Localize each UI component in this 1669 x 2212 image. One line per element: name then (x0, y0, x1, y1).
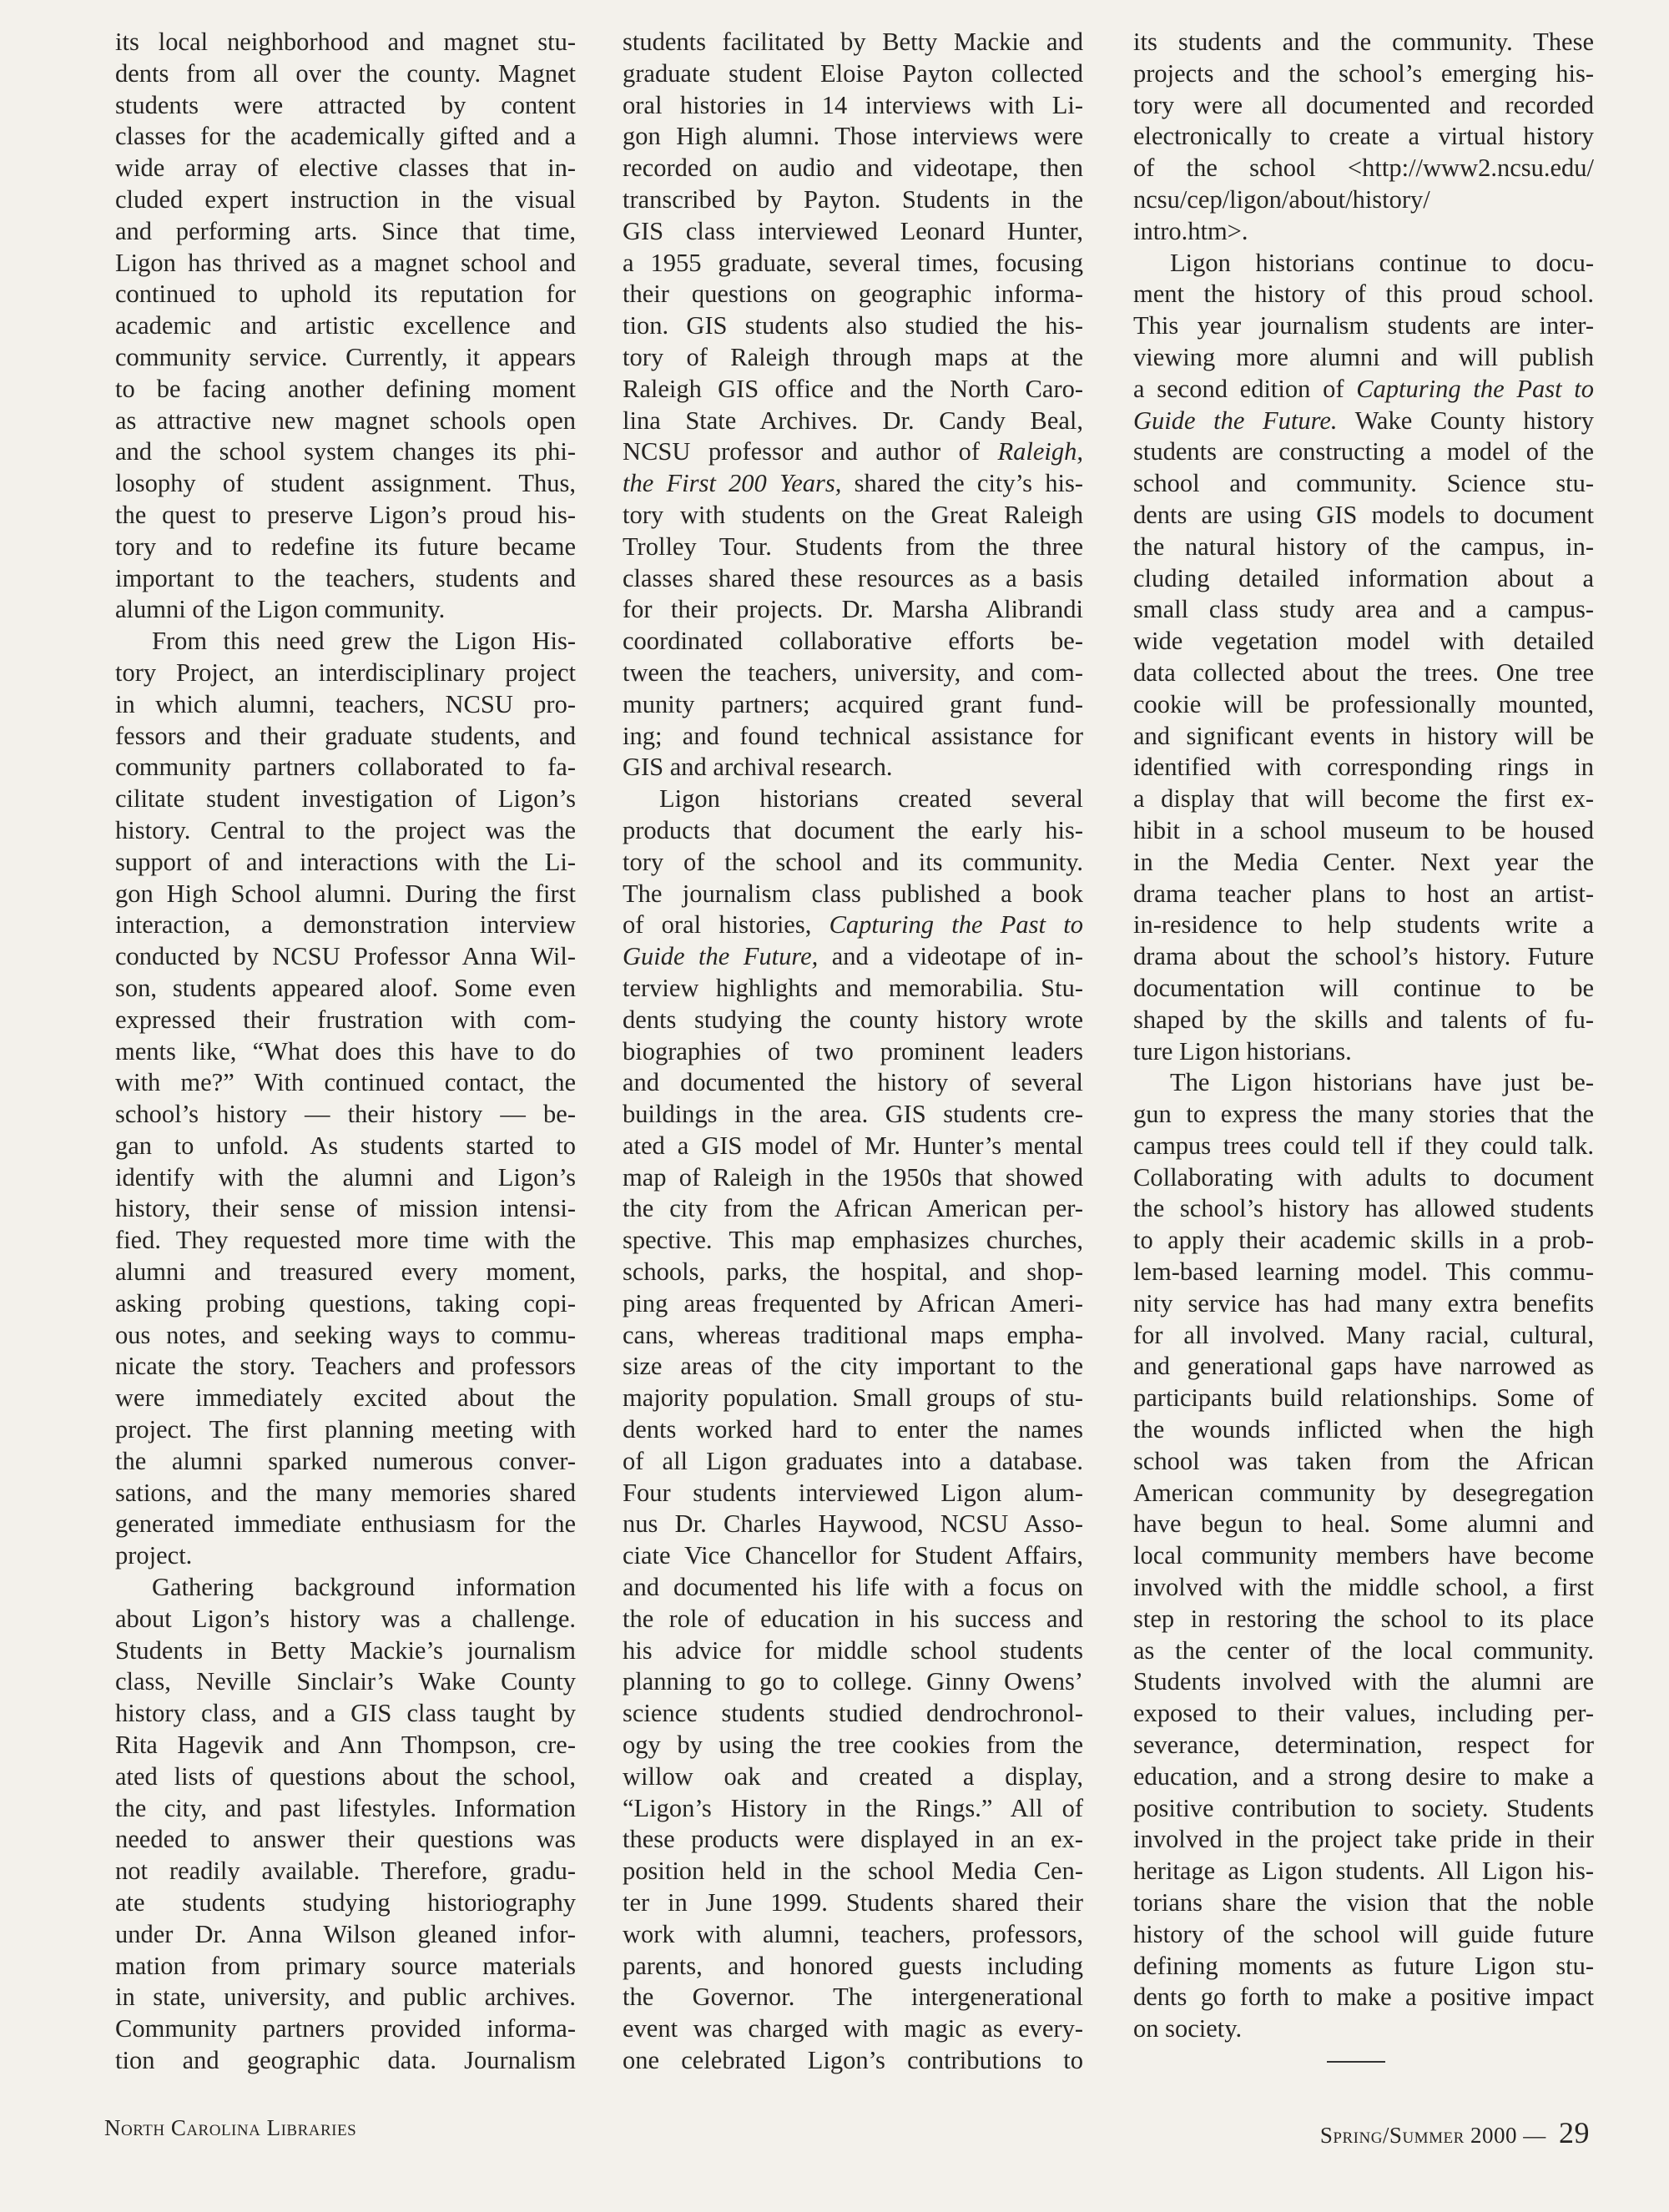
text-line: event was charged with magic as every- (623, 2014, 1083, 2043)
text-line: Gathering background information (152, 1573, 576, 1602)
text-line: “Ligon’s History in the Rings.” All of (623, 1793, 1083, 1822)
text-line: tory with students on the Great Raleigh (623, 500, 1083, 529)
text-line: alumni of the Ligon community. (115, 595, 446, 624)
footer-issue-and-page (1320, 2115, 1590, 2150)
text-line: tory of Raleigh through maps at the (623, 342, 1083, 371)
text-line: Trolley Tour. Students from the three (623, 532, 1083, 561)
text-line: torians share the vision that the noble (1133, 1888, 1594, 1917)
footer-issue: Spring/Summer 2000 (1319, 2123, 1517, 2148)
text-line: the city, and past lifestyles. Information (115, 1793, 576, 1822)
text-line: drama teacher plans to host an artist- (1133, 879, 1594, 908)
text-line: gun to express the many stories that the (1133, 1100, 1594, 1129)
text-line: American community by desegregation (1133, 1478, 1594, 1507)
text-line: sations, and the many memories shared (115, 1478, 576, 1507)
text-line (1133, 406, 1594, 437)
text-line: tween the teachers, university, and com- (623, 658, 1083, 687)
text-line: ing; and found technical assistance for (623, 721, 1083, 750)
text-line: schools, parks, the hospital, and shop- (623, 1257, 1083, 1287)
text-line: one celebrated Ligon’s contributions to (623, 2046, 1083, 2074)
text-line: the Governor. The intergenerational (623, 1983, 1083, 2012)
text-line: ated lists of questions about the school, (115, 1761, 576, 1791)
text-segment: NCSU professor and author of (623, 437, 998, 466)
italic-title: Raleigh, (997, 437, 1083, 466)
footer-separator: — (1523, 2123, 1546, 2148)
text-line: and the school system changes its phi- (115, 437, 576, 466)
text-segment: shared the city’s his- (841, 469, 1083, 498)
italic-title: Capturing the Past to (829, 910, 1083, 940)
text-line: gan to unfold. As students started to (115, 1131, 576, 1160)
text-line: drama about the school’s history. Future (1133, 942, 1594, 971)
text-line: identified with corresponding rings in (1133, 753, 1594, 782)
paragraph (1133, 248, 1594, 1068)
text-line: graduate student Eloise Payton collected (623, 58, 1083, 88)
text-line: fessors and their graduate students, and (115, 721, 576, 750)
text-line: history class, and a GIS class taught by (115, 1699, 576, 1728)
article-column-1 (115, 27, 576, 2077)
text-line: for all involved. Many racial, cultural, (1133, 1320, 1594, 1349)
text-line: wide vegetation model with detailed (1133, 627, 1594, 656)
text-line: ciate Vice Chancellor for Student Affairs, (623, 1541, 1083, 1570)
text-line (623, 909, 1083, 941)
text-line: nity service has had many extra benefits (1133, 1288, 1594, 1318)
text-line: in state, university, and public archives. (115, 1983, 576, 2012)
text-line: The journalism class published a book (623, 879, 1083, 908)
text-line: classes shared these resources as a basis (623, 563, 1083, 592)
text-line: community service. Currently, it appears (115, 342, 576, 371)
text-line: school was taken from the African (1133, 1446, 1594, 1475)
text-line: ated a GIS model of Mr. Hunter’s mental (623, 1131, 1083, 1160)
text-line: products that document the early his- (623, 815, 1083, 844)
text-line: of the school <http://www2.ncsu.edu/ (1133, 154, 1594, 183)
text-line: in which alumni, teachers, NCSU pro- (115, 689, 576, 718)
text-line: losophy of student assignment. Thus, (115, 469, 576, 498)
italic-title: the First 200 Years, (623, 469, 842, 498)
text-line: and documented the history of several (623, 1068, 1083, 1097)
italic-title: Guide the Future, (623, 942, 819, 971)
text-line: Rita Hagevik and Ann Thompson, cre- (115, 1731, 576, 1760)
text-line: nicate the story. Teachers and professors (115, 1352, 576, 1381)
text-line: the natural history of the campus, in- (1133, 532, 1594, 561)
text-line: ogy by using the tree cookies from the (623, 1731, 1083, 1760)
text-line: tory Project, an interdisciplinary project (115, 658, 576, 687)
text-line: continued to uphold its reputation for (115, 280, 576, 309)
text-line: position held in the school Media Cen- (623, 1857, 1083, 1886)
paragraph (623, 27, 1083, 784)
text-line: coordinated collaborative efforts be- (623, 627, 1083, 656)
text-line: Ligon has thrived as a magnet school and (115, 248, 576, 277)
text-line: tion and geographic data. Journalism (115, 2046, 576, 2074)
text-line: dents go forth to make a positive impact (1133, 1983, 1594, 2012)
text-line: academic and artistic excellence and (115, 311, 576, 340)
text-line: history, their sense of mission intensi- (115, 1194, 576, 1223)
text-line (623, 436, 1083, 468)
text-line: and significant events in history will be (1133, 721, 1594, 750)
text-line: defining moments as future Ligon stu- (1133, 1951, 1594, 1980)
text-line: project. The first planning meeting with (115, 1415, 576, 1444)
text-line: severance, determination, respect for (1133, 1731, 1594, 1760)
text-line: recorded on audio and videotape, then (623, 154, 1083, 183)
article-column-2 (623, 27, 1083, 2077)
italic-title: Capturing the Past to (1356, 374, 1594, 403)
text-line: shaped by the skills and talents of fu- (1133, 1005, 1594, 1034)
text-line: of all Ligon graduates into a database. (623, 1446, 1083, 1475)
text-line: school’s history — their history — be- (115, 1100, 576, 1129)
text-line: Ligon historians created several (659, 784, 1083, 814)
text-line: cluding detailed information about a (1133, 563, 1594, 592)
text-line: involved in the project take pride in their (1133, 1825, 1594, 1854)
text-line: these products were displayed in an ex- (623, 1825, 1083, 1854)
text-line: data collected about the trees. One tree (1133, 658, 1594, 687)
text-line: gon High alumni. Those interviews were (623, 122, 1083, 151)
text-line: his advice for middle school students (623, 1635, 1083, 1665)
text-line: campus trees could tell if they could talk. (1133, 1131, 1594, 1160)
text-line: history. Central to the project was the (115, 815, 576, 844)
text-line: involved with the middle school, a first (1133, 1573, 1594, 1602)
text-line: work with alumni, teachers, professors, (623, 1919, 1083, 1948)
text-line: community partners collaborated to fa- (115, 753, 576, 782)
text-line: students are constructing a model of the (1133, 437, 1594, 466)
text-line: oral histories in 14 interviews with Li- (623, 90, 1083, 119)
text-segment: a second edition of (1133, 374, 1357, 403)
article-column-3 (1133, 27, 1594, 2077)
text-line: and generational gaps have narrowed as (1133, 1352, 1594, 1381)
text-line: size areas of the city important to the (623, 1352, 1083, 1381)
text-line: to be facing another defining moment (115, 374, 576, 403)
text-line: dents from all over the county. Magnet (115, 58, 576, 88)
text-line: in the Media Center. Next year the (1133, 847, 1594, 876)
text-line: for their projects. Dr. Marsha Alibrandi (623, 595, 1083, 624)
text-line: gon High School alumni. During the first (115, 879, 576, 908)
text-line: a 1955 graduate, several times, focusing (623, 248, 1083, 277)
text-line: willow oak and created a display, (623, 1761, 1083, 1791)
text-line: exposed to their values, including per- (1133, 1699, 1594, 1728)
text-line: cookie will be professionally mounted, (1133, 689, 1594, 718)
text-line: Students involved with the alumni are (1133, 1667, 1594, 1696)
text-line: heritage as Ligon students. All Ligon his- (1133, 1857, 1594, 1886)
text-line: biographies of two prominent leaders (623, 1036, 1083, 1066)
text-line: The Ligon historians have just be- (1170, 1068, 1594, 1097)
text-line: conducted by NCSU Professor Anna Wil- (115, 942, 576, 971)
text-line: electronically to create a virtual history (1133, 122, 1594, 151)
text-line: GIS and archival research. (623, 753, 893, 782)
text-line: spective. This map emphasizes churches, (623, 1226, 1083, 1255)
text-line: science students studied dendrochronol- (623, 1699, 1083, 1728)
text-line: dents studying the county history wrote (623, 1005, 1083, 1034)
text-line (623, 468, 1083, 500)
paragraph (115, 27, 576, 626)
text-line: its local neighborhood and magnet stu- (115, 28, 576, 56)
text-line: dents are using GIS models to document (1133, 500, 1594, 529)
text-line: ment the history of this proud school. (1133, 280, 1594, 309)
text-line: tory and to redefine its future became (115, 532, 576, 561)
text-line: on society. (1133, 2014, 1243, 2043)
text-line: the quest to preserve Ligon’s proud his- (115, 500, 576, 529)
text-line: expressed their frustration with com- (115, 1005, 576, 1034)
text-line: its students and the community. These (1133, 28, 1594, 56)
text-line: in-residence to help students write a (1133, 910, 1594, 940)
text-line: viewing more alumni and will publish (1133, 342, 1594, 371)
text-line: asking probing questions, taking copi- (115, 1288, 576, 1318)
text-line: projects and the school’s emerging his- (1133, 58, 1594, 88)
text-line: From this need grew the Ligon His- (152, 627, 576, 656)
text-segment: of oral histories, (623, 910, 829, 940)
text-line: cans, whereas traditional maps empha- (623, 1320, 1083, 1349)
paragraph (1133, 1067, 1594, 2045)
paragraph (623, 784, 1083, 2077)
text-line: the role of education in his success and (623, 1604, 1083, 1633)
text-line: Collaborating with adults to document (1133, 1162, 1594, 1192)
text-line: cilitate student investigation of Ligon’s (115, 784, 576, 814)
text-line: needed to answer their questions was (115, 1825, 576, 1854)
text-line: Ligon historians continue to docu- (1170, 248, 1594, 277)
text-line: ter in June 1999. Students shared their (623, 1888, 1083, 1917)
text-line: the school’s history has allowed students (1133, 1194, 1594, 1223)
text-line: not readily available. Therefore, gradu- (115, 1857, 576, 1886)
text-line: This year journalism students are inter- (1133, 311, 1594, 340)
text-line (1133, 374, 1594, 406)
text-line: planning to go to college. Ginny Owens’ (623, 1667, 1083, 1696)
text-line: important to the teachers, students and (115, 563, 576, 592)
text-line: small class study area and a campus- (1133, 595, 1594, 624)
text-line: ous notes, and seeking ways to commu- (115, 1320, 576, 1349)
text-line: terview highlights and memorabilia. Stu- (623, 973, 1083, 1002)
text-line: a display that will become the first ex- (1133, 784, 1594, 814)
text-line: fied. They requested more time with the (115, 1226, 576, 1255)
text-line: wide array of elective classes that in- (115, 154, 576, 183)
text-line: participants build relationships. Some of (1133, 1383, 1594, 1413)
text-line: documentation will continue to be (1133, 973, 1594, 1002)
text-line: and documented his life with a focus on (623, 1573, 1083, 1602)
text-line: history of the school will guide future (1133, 1919, 1594, 1948)
text-line: have begun to heal. Some alumni and (1133, 1509, 1594, 1539)
text-line: lem-based learning model. This commu- (1133, 1257, 1594, 1287)
text-line: students were attracted by content (115, 90, 576, 119)
text-line: project. (115, 1541, 193, 1570)
text-line: education, and a strong desire to make a (1133, 1761, 1594, 1791)
text-line: the alumni sparked numerous conver- (115, 1446, 576, 1475)
text-line: ping areas frequented by African Ameri- (623, 1288, 1083, 1318)
text-line: cluded expert instruction in the visual (115, 184, 576, 214)
text-line: tory were all documented and recorded (1133, 90, 1594, 119)
text-line: parents, and honored guests including (623, 1951, 1083, 1980)
text-line: hibit in a school museum to be housed (1133, 815, 1594, 844)
text-line: generated immediate enthusiasm for the (115, 1509, 576, 1539)
text-line: intro.htm>. (1133, 216, 1248, 245)
text-line: local community members have become (1133, 1541, 1594, 1570)
text-line: interaction, a demonstration interview (115, 910, 576, 940)
text-line: and performing arts. Since that time, (115, 216, 576, 245)
text-line: with me?” With continued contact, the (115, 1068, 576, 1097)
text-line: nus Dr. Charles Haywood, NCSU Asso- (623, 1509, 1083, 1539)
text-line: ture Ligon historians. (1133, 1036, 1352, 1066)
text-line: school and community. Science stu- (1133, 469, 1594, 498)
article-end-rule (1133, 2045, 1594, 2077)
text-line: GIS class interviewed Leonard Hunter, (623, 216, 1083, 245)
text-line: Raleigh GIS office and the North Caro- (623, 374, 1083, 403)
text-line: to apply their academic skills in a prob- (1133, 1226, 1594, 1255)
text-line: ncsu/cep/ligon/about/history/ (1133, 184, 1430, 214)
text-line: buildings in the area. GIS students cre- (623, 1100, 1083, 1129)
text-line: tion. GIS students also studied the his- (623, 311, 1083, 340)
text-line: ate students studying historiography (115, 1888, 576, 1917)
text-line: majority population. Small groups of stu- (623, 1383, 1083, 1413)
paragraph (115, 1572, 576, 2077)
text-line: Students in Betty Mackie’s journalism (115, 1635, 576, 1665)
text-line: tory of the school and its community. (623, 847, 1083, 876)
text-line: ments like, “What does this have to do (115, 1036, 576, 1066)
paragraph (115, 626, 576, 1572)
paragraph (1133, 27, 1594, 248)
text-line: class, Neville Sinclair’s Wake County (115, 1667, 576, 1696)
text-line: under Dr. Anna Wilson gleaned infor- (115, 1919, 576, 1948)
text-line: transcribed by Payton. Students in the (623, 184, 1083, 214)
text-line: lina State Archives. Dr. Candy Beal, (623, 406, 1083, 435)
text-line: the wounds inflicted when the high (1133, 1415, 1594, 1444)
italic-title: Guide the Future. (1133, 406, 1338, 435)
text-line: as the center of the local community. (1133, 1635, 1594, 1665)
text-line: positive contribution to society. Students (1133, 1793, 1594, 1822)
text-line: were immediately excited about the (115, 1383, 576, 1413)
text-line: alumni and treasured every moment, (115, 1257, 576, 1287)
text-line: students facilitated by Betty Mackie and (623, 28, 1083, 56)
text-line: their questions on geographic informa- (623, 280, 1083, 309)
text-line: support of and interactions with the Li- (115, 847, 576, 876)
text-line: son, students appeared aloof. Some even (115, 973, 576, 1002)
page-number: 29 (1559, 2116, 1590, 2149)
text-line: classes for the academically gifted and a (115, 122, 576, 151)
text-line: dents worked hard to enter the names (623, 1415, 1083, 1444)
text-line: Four students interviewed Ligon alum- (623, 1478, 1083, 1507)
text-line: munity partners; acquired grant fund- (623, 689, 1083, 718)
text-line: mation from primary source materials (115, 1951, 576, 1980)
footer-publication-name: North Carolina Libraries (104, 2115, 357, 2140)
text-segment: Wake County history (1337, 406, 1594, 435)
text-line: step in restoring the school to its place (1133, 1604, 1594, 1633)
text-segment: and a videotape of in- (818, 942, 1084, 971)
text-line (623, 941, 1083, 973)
text-line: Community partners provided informa- (115, 2014, 576, 2043)
text-line: as attractive new magnet schools open (115, 406, 576, 435)
text-line: about Ligon’s history was a challenge. (115, 1604, 576, 1633)
text-line: the city from the African American per- (623, 1194, 1083, 1223)
text-line: map of Raleigh in the 1950s that showed (623, 1162, 1083, 1192)
text-line: identify with the alumni and Ligon’s (115, 1162, 576, 1192)
